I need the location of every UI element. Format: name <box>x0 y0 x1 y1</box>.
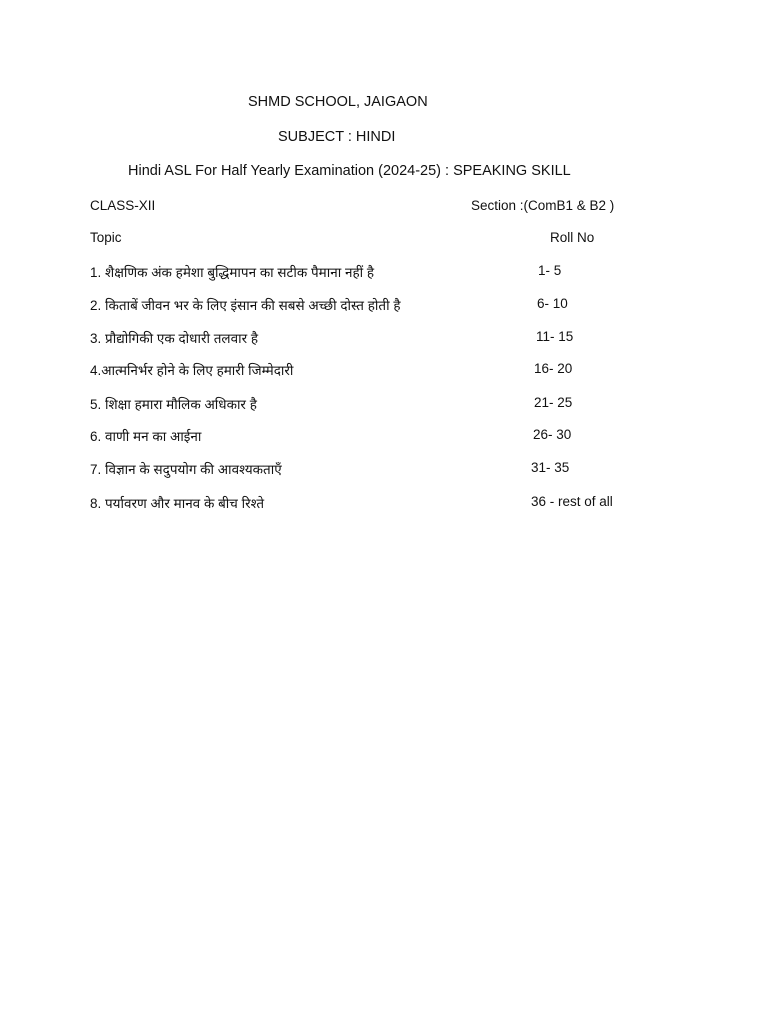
class-section-row <box>90 198 690 218</box>
topic-text: 8. पर्यावरण और मानव के बीच रिश्ते <box>90 496 265 511</box>
topic-row <box>90 460 690 480</box>
topic-row <box>90 395 690 415</box>
topic-roll: 36 - rest of all <box>531 494 613 509</box>
topic-roll: 16- 20 <box>534 361 573 376</box>
topic-text: 6. वाणी मन का आईना <box>90 429 202 444</box>
topic-row <box>90 329 690 349</box>
roll-column-header: Roll No <box>550 230 595 245</box>
topic-text: 5. शिक्षा हमारा मौलिक अधिकार है <box>90 397 257 412</box>
topic-text: 2. किताबें जीवन भर के लिए इंसान की सबसे अच्छी दोस्त होती है <box>90 298 401 313</box>
topic-row <box>90 296 690 316</box>
topic-text: 1. शैक्षणिक अंक हमेशा बुद्धिमापन का सटीक पैमाना नहीं है <box>90 265 375 280</box>
column-header-row <box>90 230 690 250</box>
section-label: Section :(ComB1 & B2 ) <box>471 198 615 213</box>
topic-roll: 31- 35 <box>531 460 570 475</box>
topic-roll: 11- 15 <box>536 329 574 344</box>
topic-roll: 21- 25 <box>534 395 573 410</box>
subject-title: SUBJECT : HINDI <box>278 129 396 145</box>
topic-row <box>90 361 690 381</box>
topic-roll: 26- 30 <box>533 427 572 442</box>
topic-row <box>90 427 690 447</box>
topic-roll: 6- 10 <box>537 296 568 311</box>
class-label: CLASS-XII <box>90 198 156 213</box>
topic-text: 3. प्रौद्योगिकी एक दोधारी तलवार है <box>90 331 259 346</box>
topic-row <box>90 494 690 514</box>
topic-text: 4.आत्मनिर्भर होने के लिए हमारी जिम्मेदारी <box>90 363 294 378</box>
topic-text: 7. विज्ञान के सदुपयोग की आवश्यकताएँ <box>90 462 282 477</box>
topic-row <box>90 263 690 283</box>
topic-column-header: Topic <box>90 230 122 245</box>
exam-title: Hindi ASL For Half Yearly Examination (2024-25) : SPEAKING SKILL <box>128 163 571 179</box>
topic-roll: 1- 5 <box>538 263 562 278</box>
school-name: SHMD SCHOOL, JAIGAON <box>248 94 428 110</box>
